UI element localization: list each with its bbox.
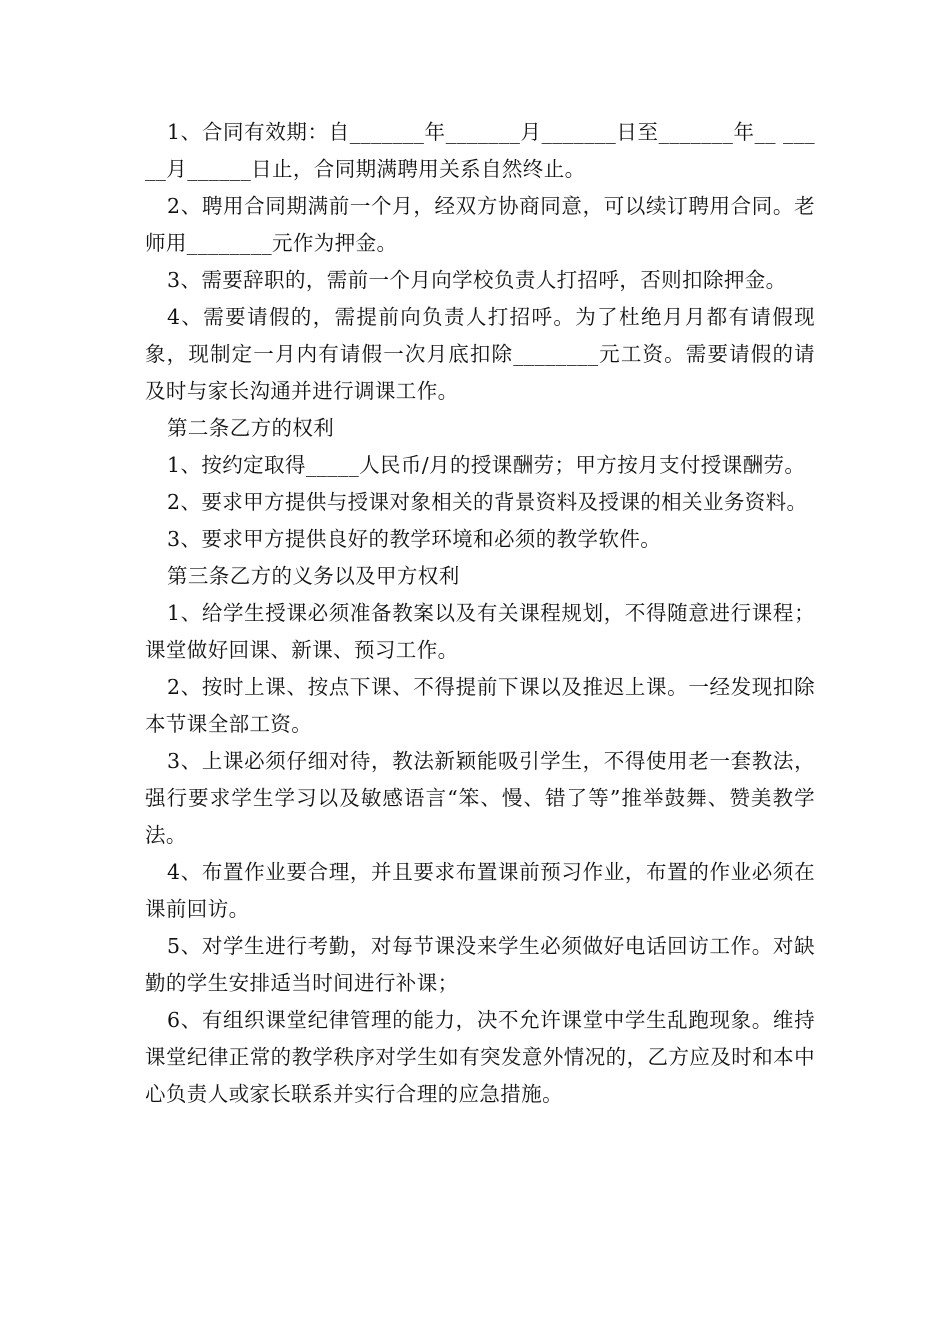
clause-leave: 4、需要请假的，需提前向负责人打招呼。为了杜绝月月都有请假现象，现制定一月内有请假一次月底扣除________元工资。需要请假的请及时与家长沟通并进行调课工作。: [145, 305, 815, 403]
clause-resignation: 3、需要辞职的，需前一个月向学校负责人打招呼，否则扣除押金。: [167, 268, 787, 292]
clause-contract-period: 1、合同有效期：自_______年_______月_______日至_______年__ _____月______日止，合同期满聘用关系自然终止。: [145, 120, 815, 181]
duties-item-2: 2、按时上课、按点下课、不得提前下课以及推迟上课。一经发现扣除本节课全部工资。: [145, 675, 815, 736]
section-heading-duties: 第三条乙方的义务以及甲方权利: [167, 564, 460, 588]
duties-item-6: 6、有组织课堂纪律管理的能力，决不允许课堂中学生乱跑现象。维持课堂纪律正常的教学秩序对学生如有突发意外情况的，乙方应及时和本中心负责人或家长联系并实行合理的应急措施。: [145, 1008, 815, 1106]
rights-item-3: 3、要求甲方提供良好的教学环境和必须的教学软件。: [167, 527, 662, 551]
duties-item-1: 1、给学生授课必须准备教案以及有关课程规划，不得随意进行课程；课堂做好回课、新课、预习工作。: [145, 601, 815, 662]
duties-item-4: 4、布置作业要合理，并且要求布置课前预习作业，布置的作业必须在课前回访。: [145, 860, 815, 921]
clause-renewal-deposit: 2、聘用合同期满前一个月，经双方协商同意，可以续订聘用合同。老师用________元作为押金。: [145, 194, 815, 255]
section-heading-rights: 第二条乙方的权利: [167, 416, 335, 440]
rights-item-1: 1、按约定取得_____人民币/月的授课酬劳；甲方按月支付授课酬劳。: [167, 453, 806, 477]
duties-item-5: 5、对学生进行考勤，对每节课没来学生必须做好电话回访工作。对缺勤的学生安排适当时间进行补课；: [145, 934, 815, 995]
document-body: [145, 114, 815, 1113]
rights-item-2: 2、要求甲方提供与授课对象相关的背景资料及授课的相关业务资料。: [167, 490, 808, 514]
duties-item-3: 3、上课必须仔细对待，教法新颖能吸引学生，不得使用老一套教法，强行要求学生学习以及敏感语言“笨、慢、错了等”推举鼓舞、赞美教学法。: [145, 749, 815, 847]
